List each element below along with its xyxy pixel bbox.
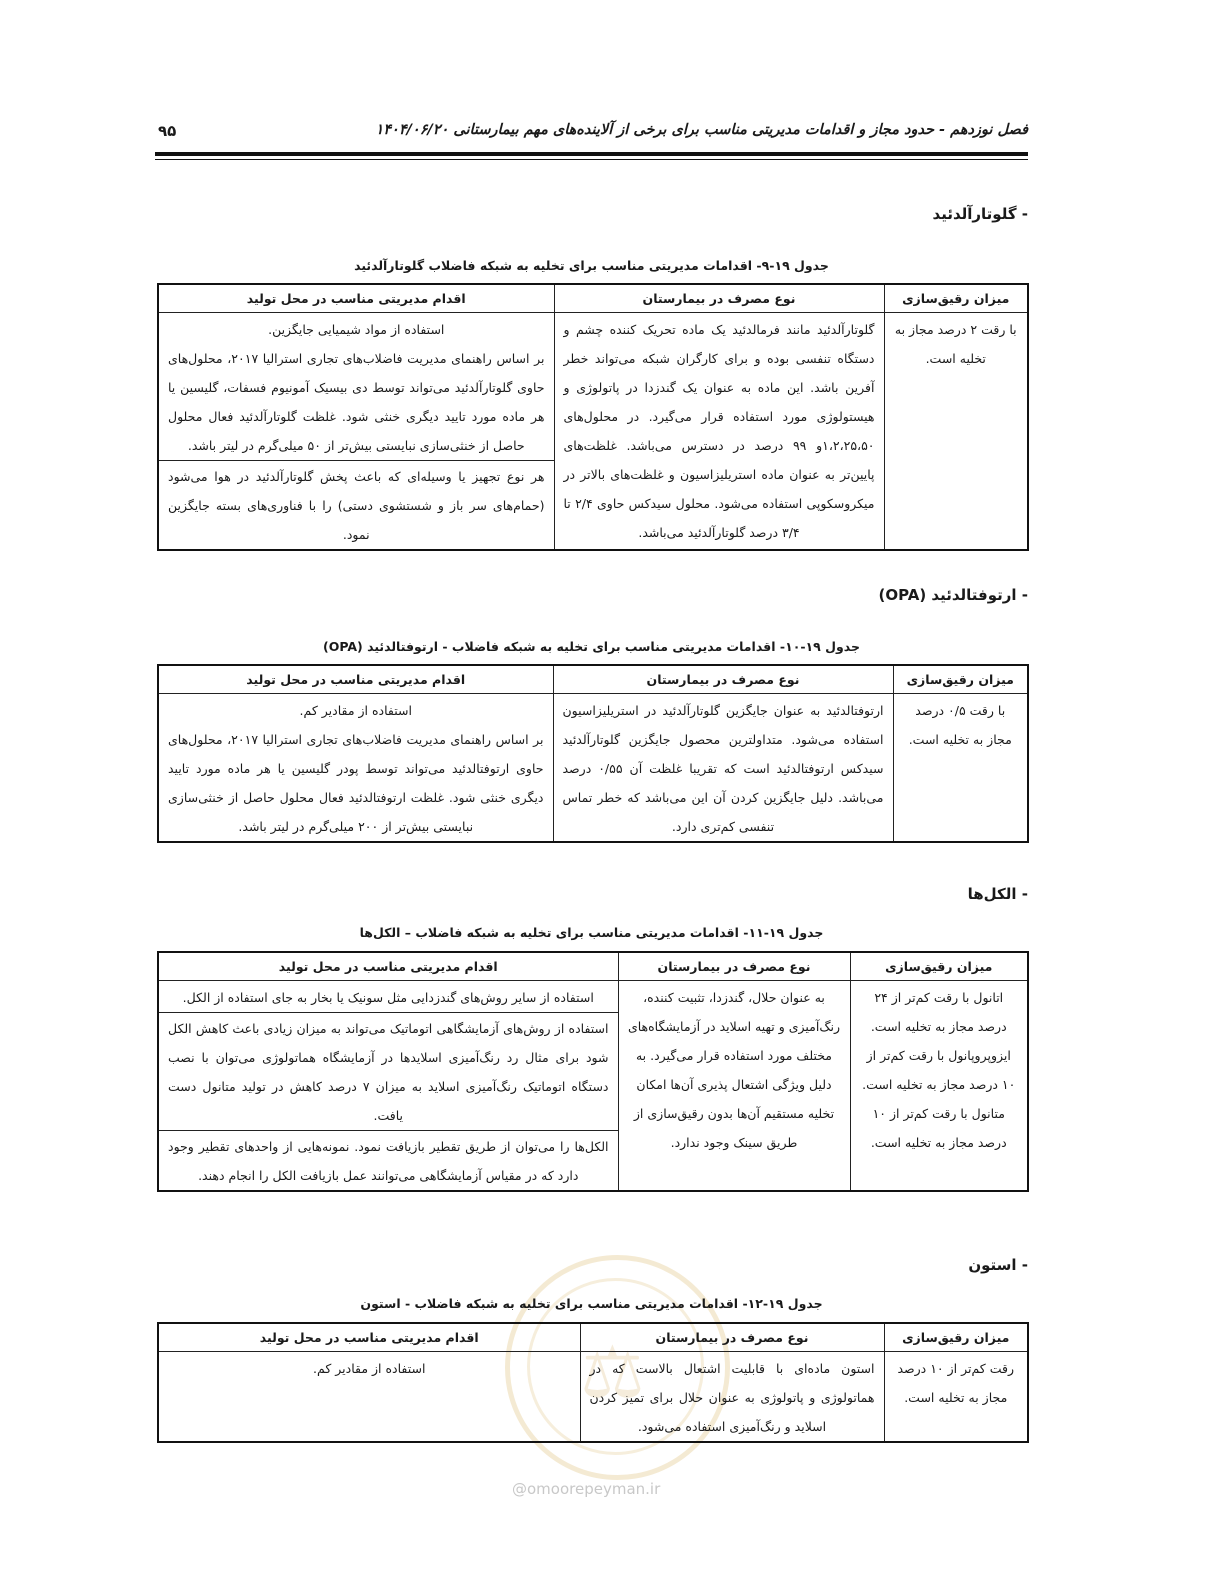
header-rule-thin <box>155 159 1028 160</box>
table-caption: جدول ۱۹-۹- اقدامات مدیریتی مناسب برای تخلیه به شبکه فاضلاب گلوتارآلدئید <box>354 258 829 273</box>
column-header: میزان رقیق‌سازی <box>893 665 1028 694</box>
table-row <box>158 313 1028 461</box>
section-heading-alcohols: - الکل‌ها <box>967 885 1028 903</box>
page-number: ۹۵ <box>158 122 177 140</box>
column-header: نوع مصرف در بیمارستان <box>580 1323 884 1352</box>
dilution-cell: رقت کم‌تر از ۱۰ درصد مجاز به تخلیه است. <box>884 1352 1028 1443</box>
column-header: اقدام مدیریتی مناسب در محل تولید <box>158 665 553 694</box>
usage-cell: گلوتارآلدئید مانند فرمالدئید یک ماده تحریک کننده چشم و دستگاه تنفسی بوده و برای کارگران شبکه می‌تواند خطر آفرین باشد. این ماده به عنوان یک گندزدا در پاتولوژی و هیستولوژی مورد استفاده قرار می‌گیرد. در محلول‌های ۱،۲،۲۵،۵۰و ۹۹ درصد در دسترس می‌باشد. غلظت‌های پایین‌تر به عنوان ماده استریلیزاسیون و غلظت‌های بالاتر در میکروسکوپی استفاده می‌شود. محلول سیدکس حاوی ۲/۴ تا ۳/۴ درصد گلوتارآلدئید می‌باشد. <box>554 313 884 551</box>
action-cell: استفاده از روش‌های آزمایشگاهی اتوماتیک می‌تواند به میزان زیادی باعث کاهش الکل شود برای مثال رد رنگ‌آمیزی اسلایدها در آزمایشگاه هماتولوژی می‌توان با نصب دستگاه اتوماتیک رنگ‌آمیزی اسلاید به میزان ۷ درصد کاهش در تولید متانول دست یافت. <box>158 1013 618 1131</box>
action-item: استفاده از مواد شیمیایی جایگزین. <box>268 322 445 337</box>
table-caption: جدول ۱۹-۱۱- اقدامات مدیریتی مناسب برای تخلیه به شبکه فاضلاب – الکل‌ها <box>359 925 824 940</box>
running-header <box>158 122 1028 144</box>
table-header-row <box>158 952 1028 981</box>
action-item: بر اساس راهنمای مدیریت فاضلاب‌های تجاری استرالیا ۲۰۱۷، محلول‌های حاوی ارتوفتالدئید می‌تواند توسط پودر گلیسین یا هر ماده مورد تایید دیگری خنثی شود. غلظت ارتوفتالدئید فعال محلول حاصل از خنثی‌سازی نبایستی بیش‌تر از ۲۰۰ میلی‌گرم در لیتر باشد. <box>168 732 544 834</box>
column-header: نوع مصرف در بیمارستان <box>554 284 884 313</box>
action-cell <box>158 313 554 461</box>
action-item: استفاده از مقادیر کم. <box>299 703 412 718</box>
column-header: میزان رقیق‌سازی <box>884 284 1028 313</box>
chapter-title: فصل نوزدهم - حدود مجاز و اقدامات مدیریتی مناسب برای برخی از آلاینده‌های مهم بیمارستانی ۱۴۰۴/۰۶/۲۰ <box>375 122 1028 138</box>
table-opa <box>157 664 1029 843</box>
action-cell: هر نوع تجهیز یا وسیله‌ای که باعث پخش گلوتارآلدئید در هوا می‌شود (حمام‌های سر باز و شستشوی دستی) را با فناوری‌های بسته جایگزین نمود. <box>158 461 554 551</box>
header-rule-thick <box>155 152 1028 156</box>
action-item: بر اساس راهنمای مدیریت فاضلاب‌های تجاری استرالیا ۲۰۱۷، محلول‌های حاوی گلوتارآلدئید می‌تواند توسط دی بیسیک آمونیوم فسفات، گلیسین یا هر ماده مورد تایید دیگری خنثی شود. غلظت گلوتارآلدئید فعال محلول حاصل از خنثی‌سازی نبایستی بیش‌تر از ۵۰ میلی‌گرم در لیتر باشد. <box>168 351 545 453</box>
dilution-cell: با رقت ۰/۵ درصد مجاز به تخلیه است. <box>893 694 1028 843</box>
action-cell: الکل‌ها را می‌توان از طریق تقطیر بازیافت نمود. نمونه‌هایی از واحدهای تقطیر وجود دارد که در مقیاس آزمایشگاهی می‌توانند عمل بازیافت الکل را انجام دهند. <box>158 1131 618 1192</box>
dilution-cell: اتانول با رقت کم‌تر از ۲۴ درصد مجاز به تخلیه است. ایزوپروپانول با رقت کم‌تر از ۱۰ درصد مجاز به تخلیه است. متانول با رقت کم‌تر از ۱۰ درصد مجاز به تخلیه است. <box>850 981 1028 1192</box>
action-cell: استفاده از سایر روش‌های گندزدایی مثل سونیک یا بخار به جای استفاده از الکل. <box>158 981 618 1013</box>
section-heading-opa: - ارتوفتالدئید (OPA) <box>878 586 1028 604</box>
dilution-cell: با رقت ۲ درصد مجاز به تخلیه است. <box>884 313 1028 551</box>
column-header: میزان رقیق‌سازی <box>850 952 1028 981</box>
section-heading-acetone: - استون <box>968 1256 1028 1274</box>
column-header: اقدام مدیریتی مناسب در محل تولید <box>158 284 554 313</box>
usage-cell: استون ماده‌ای با قابلیت اشتعال بالاست که در هماتولوژی و پاتولوژی به عنوان حلال برای تمیز کردن اسلاید و رنگ‌آمیزی استفاده می‌شود. <box>580 1352 884 1443</box>
table-row <box>158 1352 1028 1443</box>
column-header: نوع مصرف در بیمارستان <box>618 952 850 981</box>
table-header-row <box>158 284 1028 313</box>
usage-cell: به عنوان حلال، گندزدا، تثبیت کننده، رنگ‌آمیزی و تهیه اسلاید در آزمایشگاه‌های مختلف مورد استفاده قرار می‌گیرد. به دلیل ویژگی اشتعال پذیری آن‌ها امکان تخلیه مستقیم آن‌ها بدون رقیق‌سازی از طریق سینک وجود ندارد. <box>618 981 850 1192</box>
section-heading-glutaraldehyde: - گلوتارآلدئید <box>932 205 1028 223</box>
watermark-url: @omoorepeyman.ir <box>512 1480 661 1498</box>
action-cell: استفاده از مقادیر کم. <box>158 1352 580 1443</box>
table-alcohols <box>157 951 1029 1192</box>
column-header: میزان رقیق‌سازی <box>884 1323 1028 1352</box>
usage-cell: ارتوفتالدئید به عنوان جایگزین گلوتارآلدئید در استریلیزاسیون استفاده می‌شود. متداولترین محصول جایگزین گلوتارآلدئید سیدکس ارتوفتالدئید است که تقریبا غلظت آن ۰/۵۵ درصد می‌باشد. دلیل جایگزین کردن آن این می‌باشد که خطر تماس تنفسی کم‌تری دارد. <box>553 694 893 843</box>
table-header-row <box>158 1323 1028 1352</box>
action-cell <box>158 694 553 843</box>
column-header: اقدام مدیریتی مناسب در محل تولید <box>158 952 618 981</box>
table-glutaraldehyde <box>157 283 1029 551</box>
table-acetone <box>157 1322 1029 1443</box>
table-caption: جدول ۱۹-۱۲- اقدامات مدیریتی مناسب برای تخلیه به شبکه فاضلاب - استون <box>360 1296 823 1311</box>
table-row <box>158 694 1028 843</box>
table-header-row <box>158 665 1028 694</box>
column-header: نوع مصرف در بیمارستان <box>553 665 893 694</box>
table-caption: جدول ۱۹-۱۰- اقدامات مدیریتی مناسب برای تخلیه به شبکه فاضلاب - ارتوفتالدئید (OPA) <box>323 639 860 654</box>
watermark-emblem-icon: ⚖ <box>580 1330 645 1414</box>
column-header: اقدام مدیریتی مناسب در محل تولید <box>158 1323 580 1352</box>
table-row <box>158 981 1028 1013</box>
